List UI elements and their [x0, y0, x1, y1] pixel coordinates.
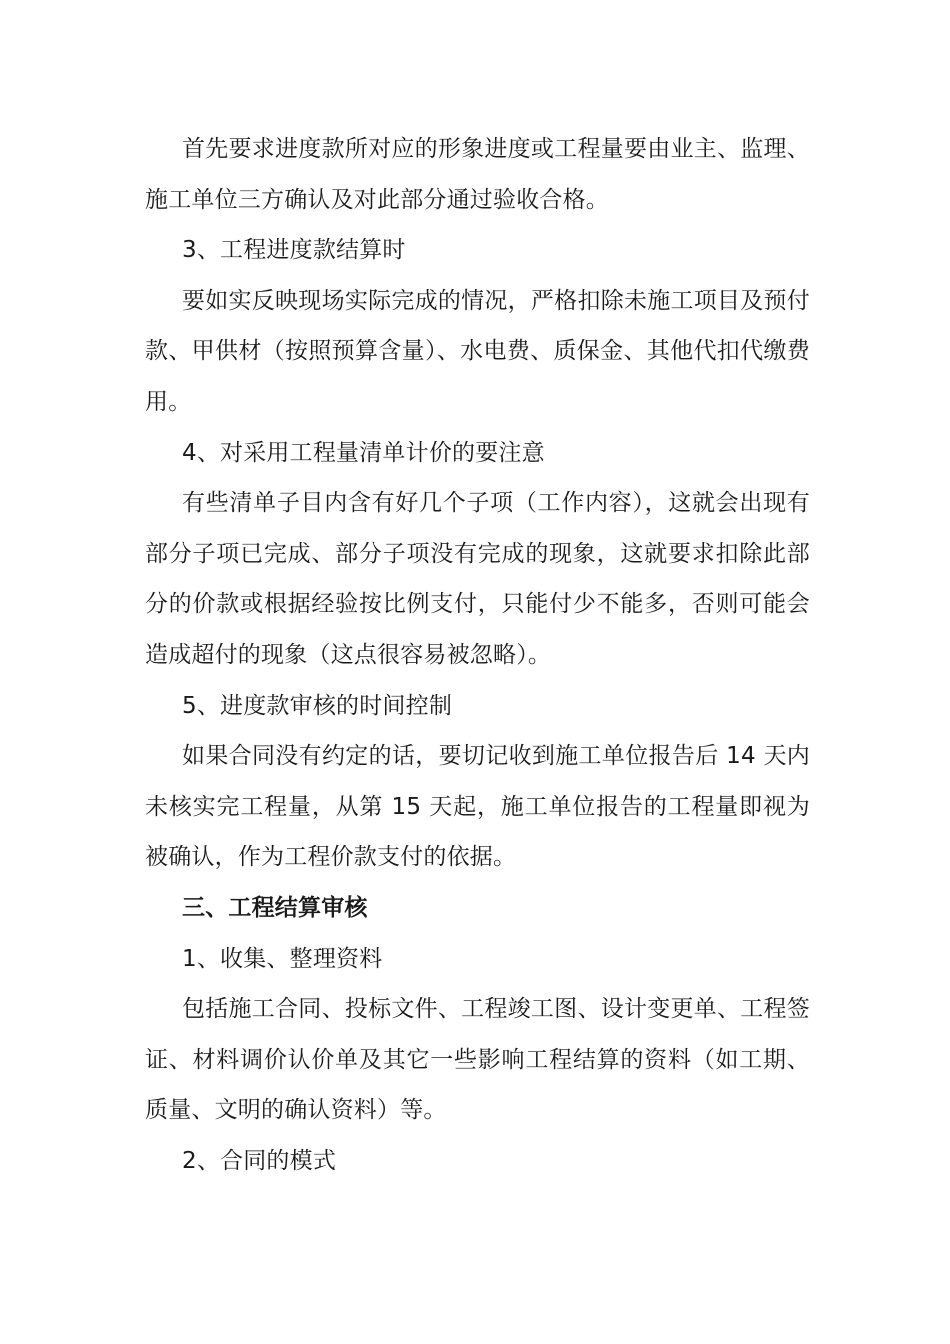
paragraph-progress-confirmation: 首先要求进度款所对应的形象进度或工程量要由业主、监理、施工单位三方确认及对此部分通过验收合格。 [145, 136, 810, 213]
heading-progress-payment-settlement: 3、工程进度款结算时 [182, 237, 406, 264]
paragraph-time-limit: 如果合同没有约定的话，要切记收到施工单位报告后 14 天内未核实完工程量，从第 15 天起，施工单位报告的工程量即视为被确认，作为工程价款支付的依据。 [145, 743, 810, 871]
document-body [145, 124, 810, 1186]
heading-time-control: 5、进度款审核的时间控制 [182, 692, 453, 719]
section-heading-settlement-review: 三、工程结算审核 [182, 894, 368, 921]
heading-bill-of-quantities: 4、对采用工程量清单计价的要注意 [182, 439, 545, 466]
paragraph-deductions: 要如实反映现场实际完成的情况，严格扣除未施工项目及预付款、甲供材（按照预算含量）、水电费、质保金、其他代扣代缴费用。 [145, 287, 810, 415]
heading-collect-materials: 1、收集、整理资料 [182, 945, 383, 972]
paragraph-sub-items: 有些清单子目内含有好几个子项（工作内容），这就会出现有部分子项已完成、部分子项没有完成的现象，这就要求扣除此部分的价款或根据经验按比例支付，只能付少不能多，否则可能会造成超付的现象（这点很容易被忽略）。 [145, 490, 810, 668]
heading-contract-mode: 2、合同的模式 [182, 1147, 337, 1174]
paragraph-materials-list: 包括施工合同、投标文件、工程竣工图、设计变更单、工程签证、材料调价认价单及其它一些影响工程结算的资料（如工期、质量、文明的确认资料）等。 [145, 996, 810, 1124]
